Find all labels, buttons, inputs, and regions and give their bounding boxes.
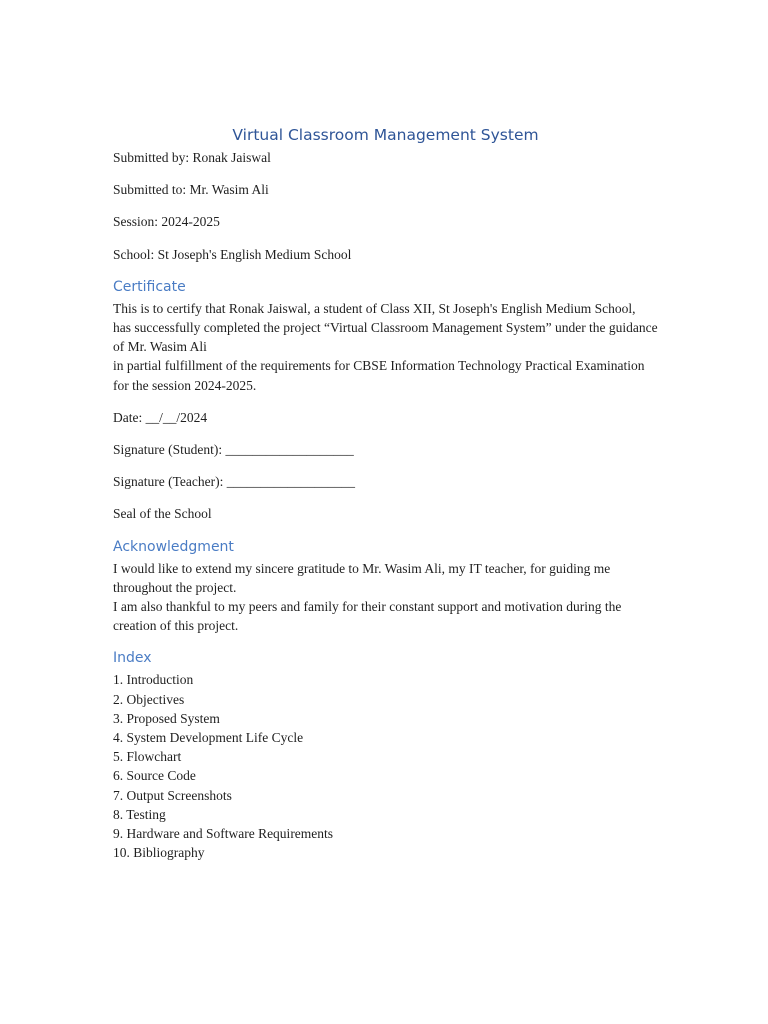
submitted-by: Submitted by: Ronak Jaiswal <box>113 150 271 165</box>
index-item: 10. Bibliography <box>113 845 205 861</box>
submitted-to: Submitted to: Mr. Wasim Ali <box>113 182 269 198</box>
signature-teacher: Signature (Teacher): ___________________ <box>113 474 355 490</box>
index-item: 6. Source Code <box>113 768 196 784</box>
signature-student: Signature (Student): ___________________ <box>113 442 354 458</box>
index-heading: Index <box>113 650 152 667</box>
session: Session: 2024-2025 <box>113 214 220 230</box>
certificate-line: in partial fulfillment of the requirements for CBSE Information Technology Practical Examination for the session 2024-2025. <box>113 358 645 393</box>
acknowledgment-text <box>113 559 658 636</box>
acknowledgment-heading: Acknowledgment <box>113 538 234 555</box>
certificate-line: has successfully completed the project “Virtual Classroom Management System” under the guidance of Mr. Wasim Ali <box>113 320 658 355</box>
index-item: 2. Objectives <box>113 691 185 707</box>
acknowledgment-line: I am also thankful to my peers and family for their constant support and motivation during the creation of this project. <box>113 599 622 634</box>
index-item: 7. Output Screenshots <box>113 787 232 803</box>
index-item: 3. Proposed System <box>113 710 220 726</box>
index-item: 5. Flowchart <box>113 749 182 765</box>
index-item: 4. System Development Life Cycle <box>113 730 304 746</box>
certificate-line: This is to certify that Ronak Jaiswal, a student of Class XII, St Joseph's English Medium School, <box>113 300 636 316</box>
certificate-date: Date: __/__/2024 <box>113 409 208 425</box>
school-seal: Seal of the School <box>113 506 212 522</box>
school: School: St Joseph's English Medium School <box>113 246 352 262</box>
index-list <box>113 670 658 862</box>
index-item: 8. Testing <box>113 806 166 822</box>
index-item: 1. Introduction <box>113 672 194 688</box>
certificate-text <box>113 299 658 395</box>
document-title: Virtual Classroom Management System <box>232 126 539 144</box>
certificate-heading: Certificate <box>113 278 186 295</box>
index-item: 9. Hardware and Software Requirements <box>113 826 334 842</box>
document-page <box>113 124 658 862</box>
acknowledgment-line: I would like to extend my sincere gratitude to Mr. Wasim Ali, my IT teacher, for guiding me throughout the project. <box>113 560 611 595</box>
